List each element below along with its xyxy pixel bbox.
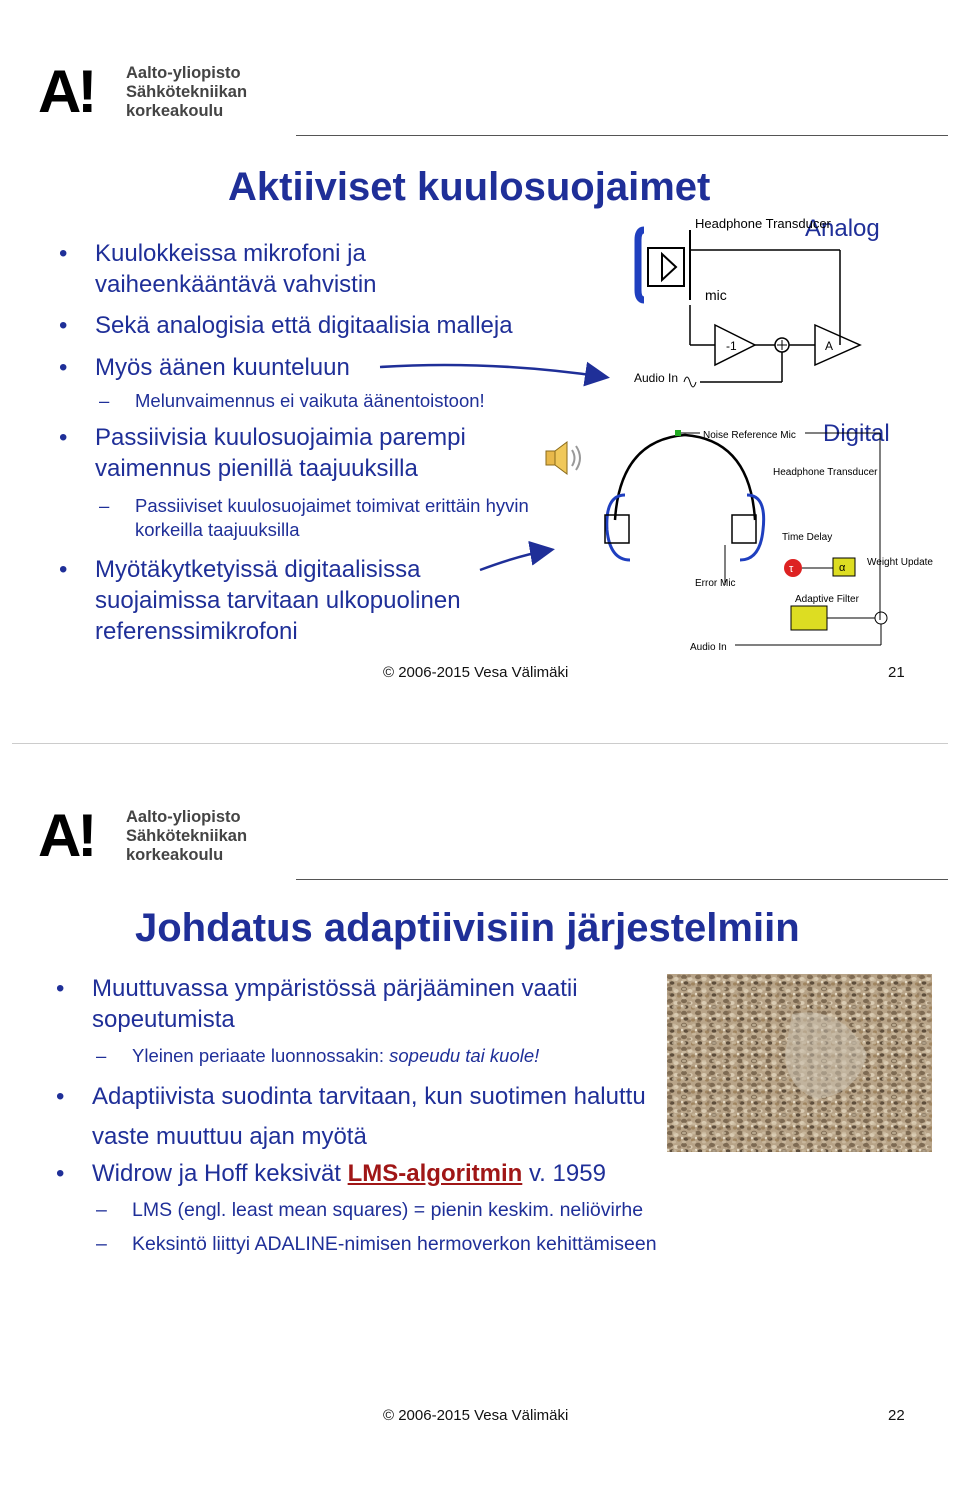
digital-diagram [595,420,933,670]
logo-text [126,64,247,121]
diagram-weight-update: Weight Update [867,557,933,568]
aalto-logo [38,58,298,125]
sub-bullet-1-1-emphasis: sopeudu tai kuole! [389,1045,540,1066]
diagram-error-mic: Error Mic [695,578,736,589]
aalto-logo [38,802,298,869]
adaptive-filter-box [791,606,827,630]
analog-transducer [648,248,684,286]
digital-label: Digital [823,420,890,447]
analog-label: Analog [805,215,880,242]
sub-bullet-1-1-text: Yleinen periaate luonnossakin: [132,1045,390,1066]
bullet-3: • Myös äänen kuunteluun [95,352,455,383]
header-rule [296,135,948,136]
sub-bullet-4-1: – Passiiviset kuulosuojaimet toimivat erittäin hyvin korkeilla taajuuksilla [135,494,575,542]
logo-text [126,808,247,865]
bullet-3-year: v. 1959 [522,1160,606,1187]
logo-line1: Aalto-yliopisto [126,808,241,826]
slide-title: Aktiiviset kuulosuojaimet [228,165,711,209]
bullet-4: • Passiivisia kuulosuojaimia parempi vaimennus pienillä taajuuksilla [95,422,545,484]
digital-sum-node [875,612,887,624]
arrow-analog [380,365,605,377]
slide-title: Johdatus adaptiivisiin järjestelmiin [135,906,800,950]
bullet-2: • Adaptiivista suodinta tarvitaan, kun suotimen haluttu vaste muuttuu ajan myötä [92,1077,652,1157]
sub-bullet-1-1 [132,1044,692,1068]
bullet-3-text: Widrow ja Hoff keksivät [92,1160,348,1187]
logo-line3: korkeakoulu [126,846,224,864]
bullet-2: • Sekä analogisia että digitaalisia malleja [95,310,615,341]
svg-text:τ: τ [789,563,794,575]
slide-22 [0,744,960,1489]
diagram-mic-label: mic [705,287,727,303]
footer-copyright: © 2006-2015 Vesa Välimäki [383,664,569,681]
diagram-amp: A [825,339,834,353]
slide-21 [0,0,960,743]
diagram-headphone-label-2: Headphone Transducer [773,467,878,478]
lms-algorithm-link[interactable]: LMS-algoritmin [347,1160,523,1187]
diagram-inverter: -1 [726,339,737,353]
speaker-icon[interactable] [543,438,587,478]
diagram-audio-in: Audio In [634,371,679,385]
headband [615,435,755,520]
sub-bullet-3-1: – LMS (engl. least mean squares) = pienin keskim. neliövirhe [132,1198,772,1222]
diagram-adaptive-filter: Adaptive Filter [795,594,859,605]
right-earcup [732,515,756,543]
bullet-5: • Myötäkytketyissä digitaalisissa suojaimissa tarvitaan ulkopuolinen referenssimikrofoni [95,554,535,647]
amp-triangle [815,325,860,365]
bullet-1: • Muuttuvassa ympäristössä pärjääminen vaatii sopeutumista [92,973,652,1035]
page-number: 22 [888,1407,905,1424]
page-number: 21 [888,664,905,681]
diagram-noise-ref-label: Noise Reference Mic [703,430,796,441]
sub-bullet-3-1: – Melunvaimennus ei vaikuta äänentoistoon! [135,389,575,413]
bullet-3 [92,1158,732,1189]
diagram-audio-in-2: Audio In [690,642,727,653]
logo-line2: Sähkötekniikan [126,83,248,101]
analog-diagram [630,210,900,410]
camouflage-photo [667,974,932,1152]
diagram-time-delay: Time Delay [782,532,833,543]
header-rule [296,879,948,880]
diagram-headphone-label: Headphone Transducer [695,216,831,231]
logo-line3: korkeakoulu [126,102,224,120]
sub-bullet-3-2: – Keksintö liittyi ADALINE-nimisen hermoverkon kehittämiseen [132,1232,792,1256]
footer-copyright: © 2006-2015 Vesa Välimäki [383,1407,569,1424]
logo-line2: Sähkötekniikan [126,827,248,845]
svg-text:α: α [839,562,846,574]
logo-mark: A! [38,802,94,869]
bullet-1: • Kuulokkeissa mikrofoni ja vaiheenkääntävä vahvistin [95,238,475,300]
arrow-digital [480,550,550,570]
logo-mark: A! [38,58,94,125]
logo-line1: Aalto-yliopisto [126,64,241,82]
